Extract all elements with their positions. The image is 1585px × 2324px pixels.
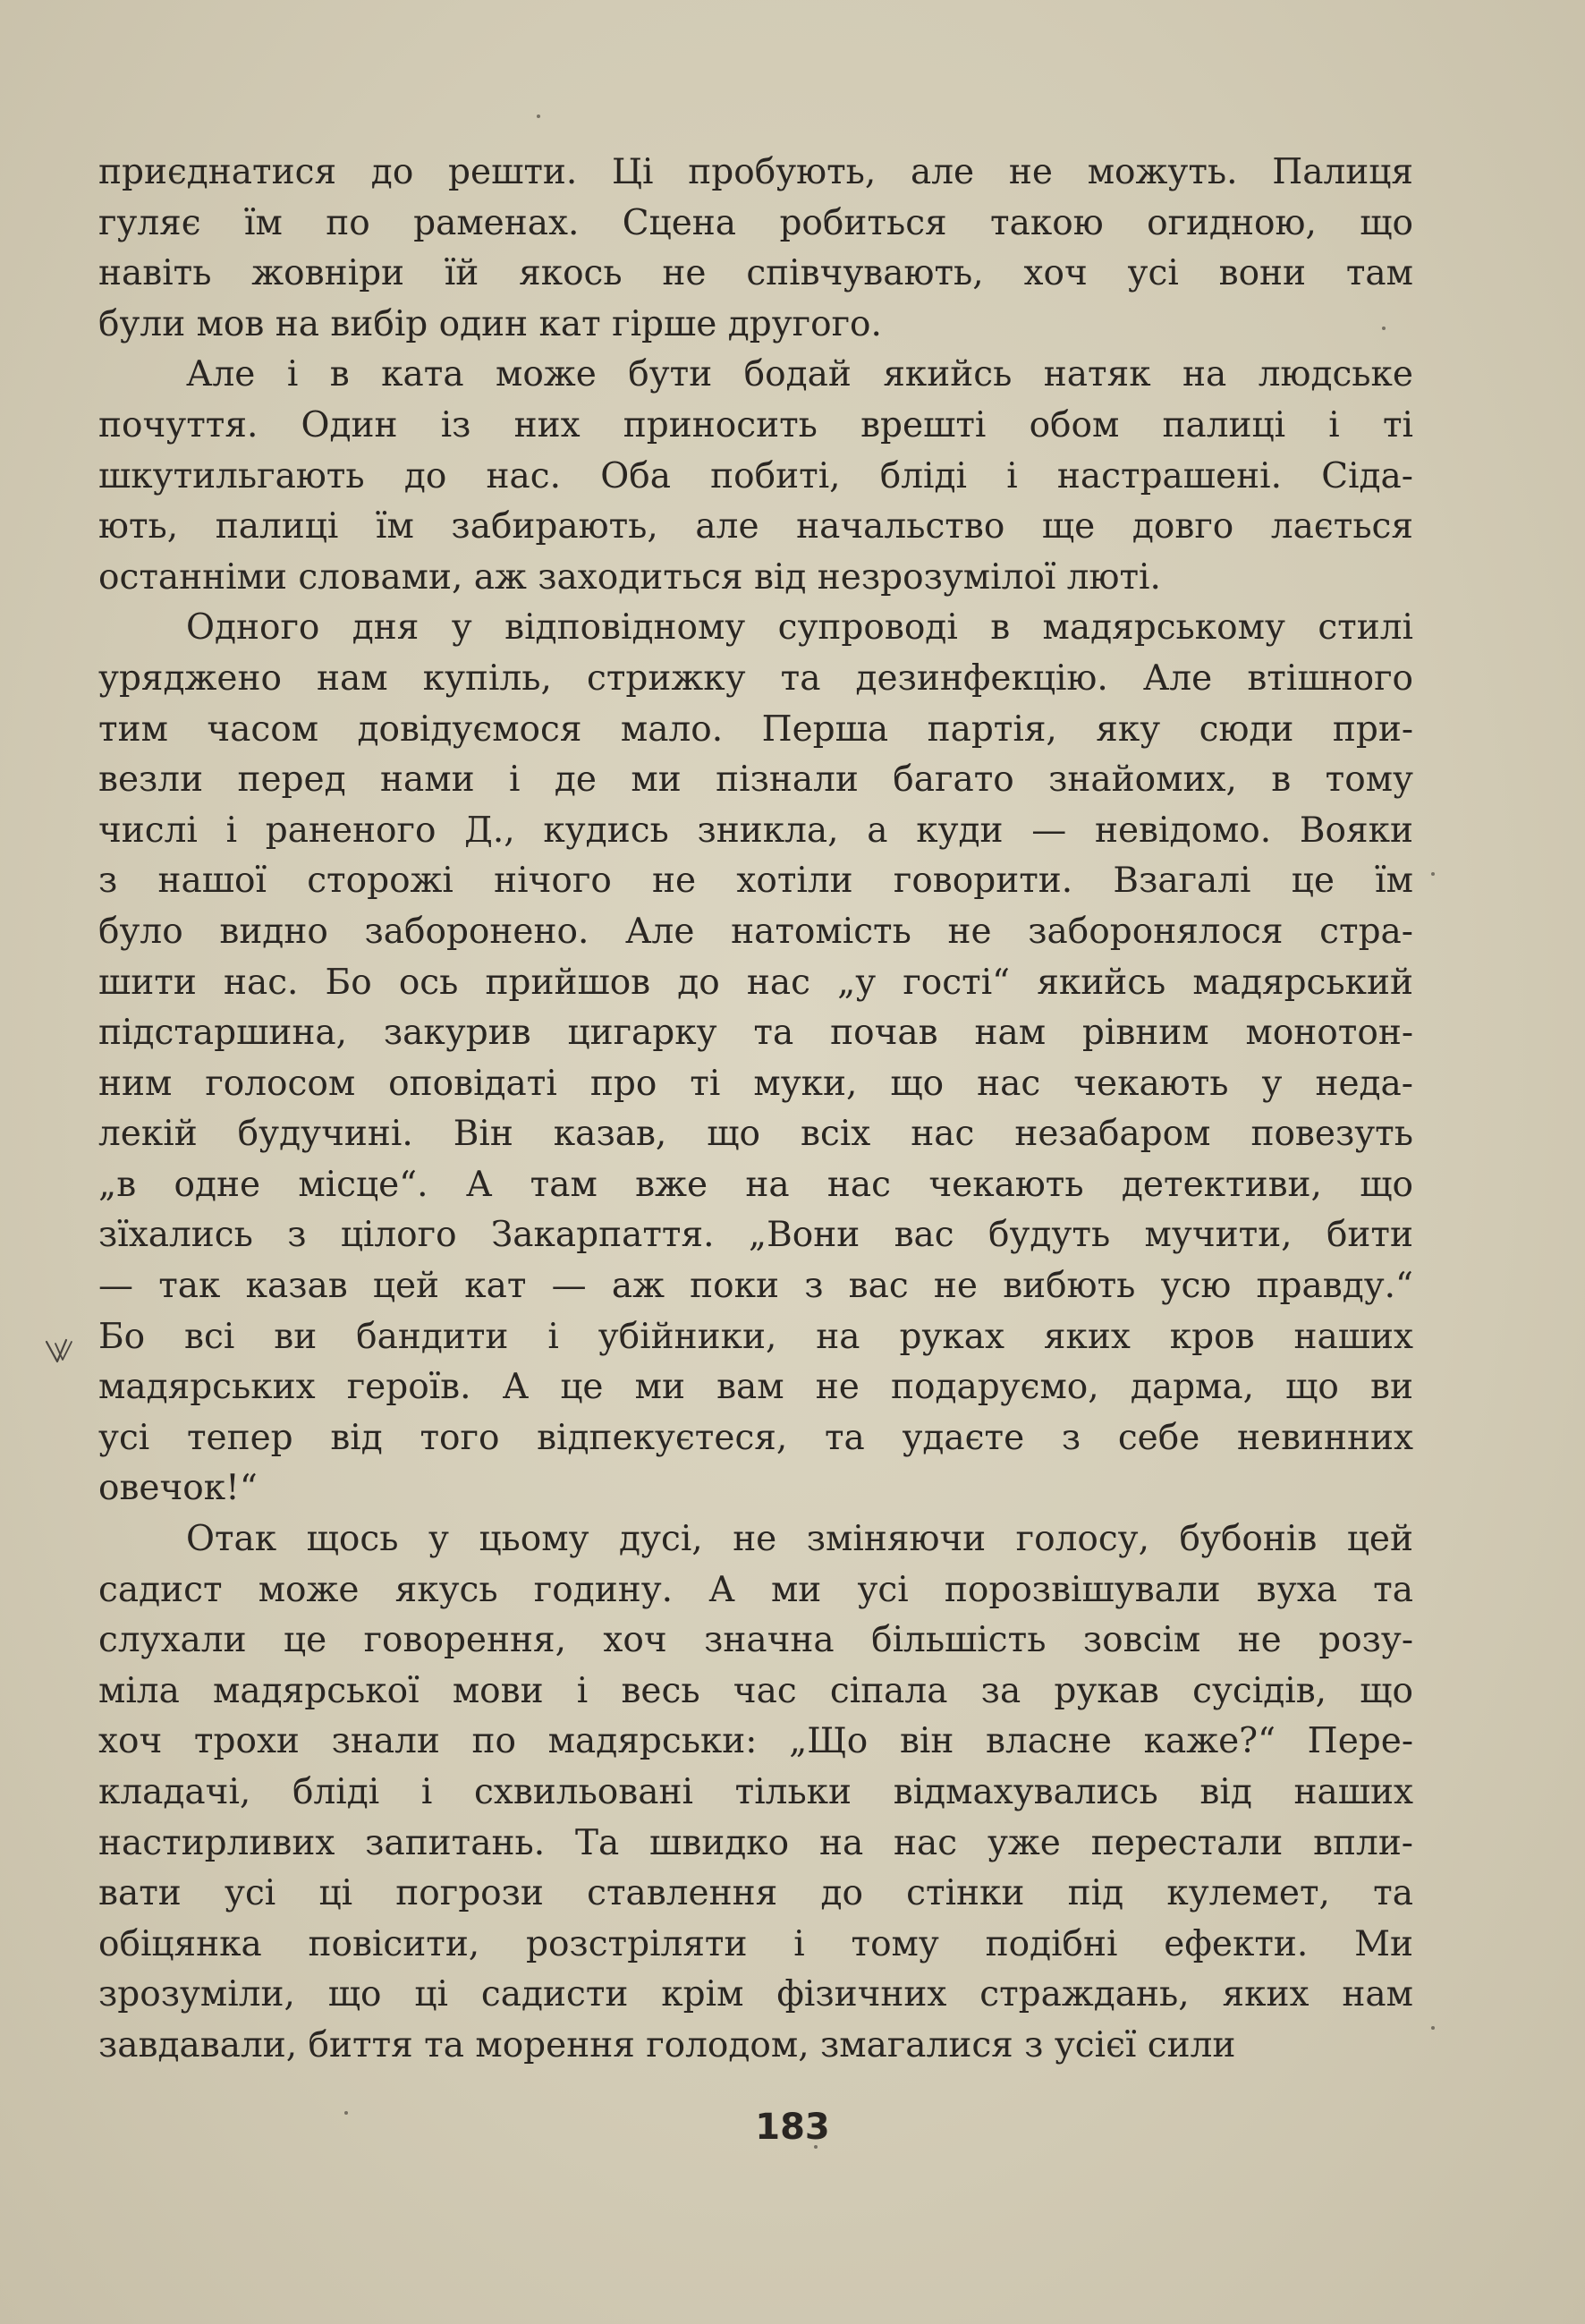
paragraph	[98, 148, 1413, 350]
text-line: везли перед нами і де ми пізнали багато знайомих, в тому	[98, 759, 1413, 801]
text-line: зїхались з цілого Закарпаття. „Вони вас будуть мучити, бити	[98, 1215, 1413, 1256]
text-line: „в одне місце“. А там вже на нас чекають детективи, що	[98, 1164, 1413, 1205]
text-line: почуття. Один із них приносить врешті обом палиці і ті	[98, 404, 1413, 445]
text-line: усі тепер від того відпекуєтеся, та удаєте з себе невинних	[98, 1417, 1413, 1458]
text-line: хоч трохи знали по мадярськи: „Що він власне каже?“ Пере-	[98, 1721, 1413, 1762]
text-line: — так казав цей кат — аж поки з вас не вибють усю правду.“	[98, 1266, 1413, 1307]
text-line: кладачі, бліді і схвильовані тільки відмахувались від наших	[98, 1772, 1413, 1812]
text-line: слухали це говорення, хоч значна більшість зовсім не розу-	[98, 1620, 1413, 1661]
text-line: гуляє їм по раменах. Сцена робиться такою огидною, що	[98, 202, 1413, 243]
text-line: завдавали, биття та морення голодом, змагалися з усієї сили	[98, 2024, 1236, 2065]
text-line: зрозуміли, що ці садисти крім фізичних страждань, яких нам	[98, 1974, 1413, 2015]
body-text	[98, 148, 1413, 2072]
text-line: обіцянка повісити, розстріляти і тому подібні ефекти. Ми	[98, 1923, 1413, 1964]
text-line: Але і в ката може бути бодай якийсь натяк на людське	[186, 354, 1413, 395]
text-line: останніми словами, аж заходиться від незрозумілої люті.	[98, 556, 1161, 598]
text-line: приєднатися до решти. Ці пробують, але не можуть. Палиця	[98, 152, 1413, 192]
print-speck	[1431, 872, 1435, 876]
text-line: уряджено нам купіль, стрижку та дезинфекцію. Але втішного	[98, 657, 1413, 699]
paragraph	[98, 350, 1413, 603]
paragraph	[98, 603, 1413, 1514]
margin-check-mark-icon	[43, 1333, 79, 1369]
text-line: було видно заборонено. Але натомість не заборонялося стра-	[98, 911, 1413, 952]
text-line: мадярських героїв. А це ми вам не подаруємо, дарма, що ви	[98, 1367, 1413, 1408]
text-line: овечок!“	[98, 1468, 258, 1509]
text-line: шити нас. Бо ось прийшов до нас „у гості“ якийсь мадярський	[98, 962, 1413, 1003]
text-line: підстаршина, закурив цигарку та почав нам рівним монотон-	[98, 1013, 1413, 1054]
text-line: Одного дня у відповідному супроводі в мадярському стилі	[186, 607, 1413, 649]
text-line: числі і раненого Д., кудись зникла, а куди — невідомо. Вояки	[98, 810, 1413, 851]
text-line: були мов на вибір один кат гірше другого.	[98, 303, 882, 344]
text-line: шкутильгають до нас. Оба побиті, бліді і настрашені. Сіда-	[98, 455, 1413, 496]
text-line: Отак щось у цьому дусі, не зміняючи голосу, бубонів цей	[186, 1519, 1413, 1560]
text-line: тим часом довідуємося мало. Перша партія, яку сюди при-	[98, 708, 1413, 750]
text-line: настирливих запитань. Та швидко на нас уже перестали впли-	[98, 1822, 1413, 1863]
text-line: лекій будучині. Він казав, що всіх нас незабаром повезуть	[98, 1114, 1413, 1155]
print-speck	[1431, 2026, 1435, 2030]
page-number: 183	[755, 2107, 830, 2148]
text-line: міла мадярської мови і весь час сіпала за рукав сусідів, що	[98, 1670, 1413, 1711]
paragraph	[98, 1514, 1413, 2072]
text-line: ним голосом оповідаті про ті муки, що нас чекають у неда-	[98, 1063, 1413, 1104]
print-speck	[1382, 327, 1386, 330]
text-line: з нашої сторожі нічого не хотіли говорити. Взагалі це їм	[98, 861, 1413, 902]
text-line: садист може якусь годину. А ми усі порозвішували вуха та	[98, 1569, 1413, 1610]
text-line: Бо всі ви бандити і убійники, на руках яких кров наших	[98, 1316, 1413, 1357]
text-line: навіть жовніри їй якось не співчувають, хоч усі вони там	[98, 253, 1413, 294]
text-line: вати усі ці погрози ставлення до стінки під кулемет, та	[98, 1873, 1413, 1914]
print-speck	[537, 115, 540, 118]
text-line: ють, палиці їм забирають, але начальство ще довго лається	[98, 506, 1413, 547]
